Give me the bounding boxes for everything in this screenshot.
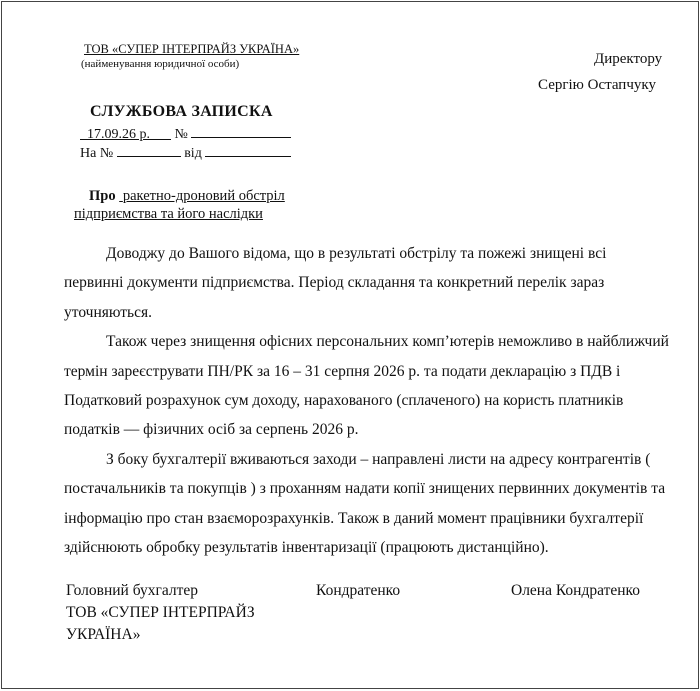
paragraph-line: З боку бухгалтерії вживаються заходи – направлені листи на адресу контрагентів ( — [106, 450, 651, 468]
organization-caption: (найменування юридичної особи) — [81, 58, 240, 70]
subject-label: Про — [89, 188, 116, 204]
memo-body — [64, 239, 680, 562]
document-date: 17.09.26 р. — [87, 127, 150, 142]
paragraph-line: Податковий розрахунок сум доходу, нарахованого (сплаченого) на користь платників — [64, 392, 624, 410]
reference-label: На № — [80, 146, 114, 161]
document-page — [1, 1, 699, 689]
subject-text-1: ракетно-дроновий обстріл — [122, 188, 285, 204]
subject-text-2: підприємства та його наслідки — [74, 206, 263, 222]
signatory-name: Олена Кондратенко — [511, 582, 641, 599]
paragraph-line: Доводжу до Вашого відома, що в результаті обстрілу та пожежі знищені всі — [106, 245, 607, 262]
paragraph-line: первинні документи підприємства. Період складання та конкретний перелік зараз — [64, 274, 605, 292]
paragraph-1 — [64, 239, 680, 327]
document-title: СЛУЖБОВА ЗАПИСКА — [90, 103, 273, 120]
paragraph-line: Також через знищення офісних персональних комп’ютерів неможливо в найближчий — [106, 333, 669, 351]
paragraph-3 — [64, 445, 680, 563]
number-blank — [191, 124, 291, 138]
organization-name: ТОВ «СУПЕР ІНТЕРПРАЙЗ УКРАЇНА» — [84, 42, 300, 56]
paragraph-line: уточняються. — [64, 303, 152, 321]
signatory-organization-line-1: ТОВ «СУПЕР ІНТЕРПРАЙЗ — [66, 604, 255, 621]
paragraph-line: здійснюють обробку результатів інвентаризації (працюють дистанційно). — [64, 539, 549, 557]
date-number-line — [80, 124, 291, 143]
recipient-name: Сергію Остапчуку — [538, 77, 656, 93]
number-label: № — [174, 127, 188, 142]
reference-date-blank — [205, 143, 291, 157]
reference-number-blank — [117, 143, 181, 157]
paragraph-line: податків — фізичних осіб за серпень 2026 р. — [64, 421, 359, 439]
paragraph-2 — [64, 327, 680, 445]
reference-line — [80, 143, 291, 162]
signatory-role: Головний бухгалтер — [66, 582, 199, 599]
signatory-organization-line-2: УКРАЇНА» — [66, 626, 141, 643]
subject-line-1 — [89, 188, 285, 205]
paragraph-line: постачальників та покупців ) з проханням надати копії знищених первинних документів та — [64, 480, 666, 498]
from-label: від — [184, 146, 202, 161]
recipient-position: Директору — [594, 51, 663, 67]
paragraph-line: термін зареєструвати ПН/РК за 16 – 31 серпня 2026 р. та подати декларацію з ПДВ і — [64, 362, 621, 380]
signature: Кондратенко — [316, 582, 401, 599]
paragraph-line: інформацію про стан взаєморозрахунків. Також в даний момент працівники бухгалтерії — [64, 509, 644, 527]
